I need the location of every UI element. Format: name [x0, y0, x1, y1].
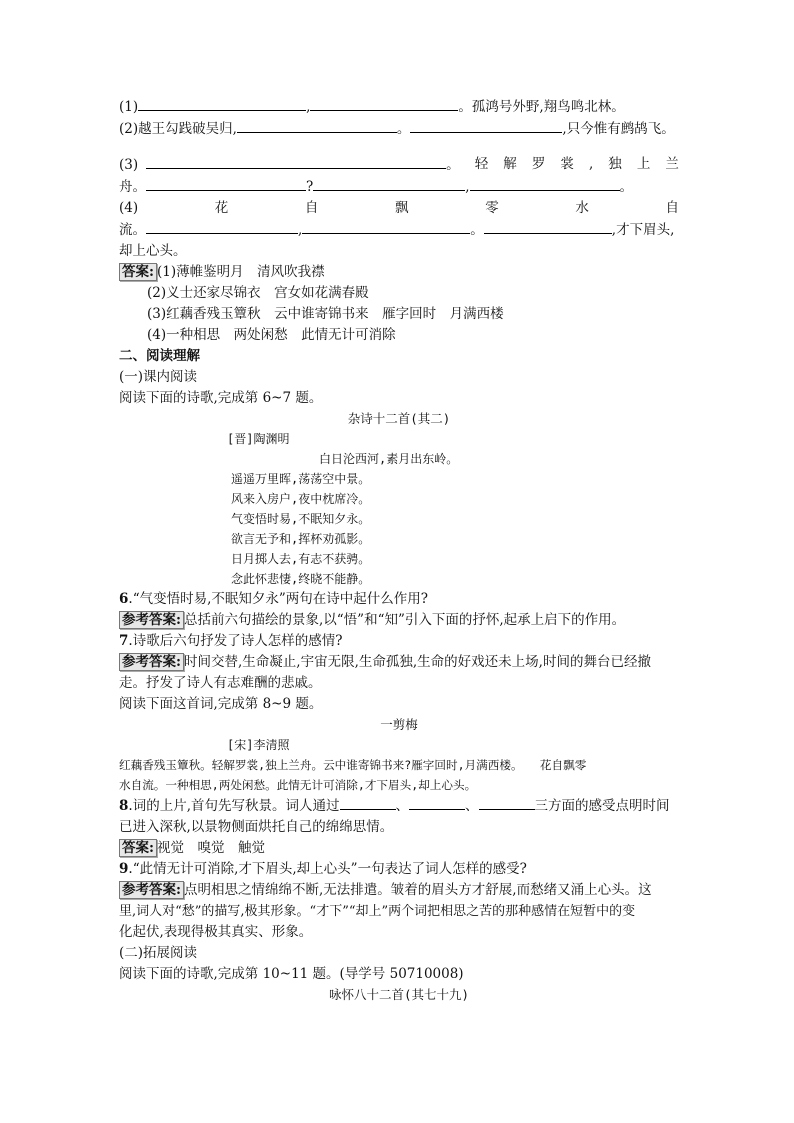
question-7: 7.诗歌后六句抒发了诗人怎样的感情? — [119, 633, 343, 649]
blank — [410, 118, 562, 133]
answer-1: (1)薄帷鉴明月 清风吹我襟 — [156, 264, 325, 280]
question-9: 9.“此情无计可消除,才下眉头,却上心头”一句表达了词人怎样的感受? — [119, 861, 527, 877]
blank — [138, 96, 306, 111]
answer-9: 参考答案: 点明相思之情绵绵不断,无法排遣。皱着的眉头方才舒展,而愁绪又涌上心头。这 — [119, 880, 679, 901]
poem-title: 一剪梅 — [380, 717, 418, 732]
answer-block — [119, 262, 679, 283]
fill-q3-line2: 舟。 ? , 。 — [119, 176, 679, 198]
subsection-title: (一)课内阅读 — [119, 369, 198, 385]
poem-line: 水自流。一种相思,两处闲愁。此情无计可消除,才下眉头,却上心头。 — [119, 778, 477, 792]
blank — [484, 219, 612, 234]
poem-line: 念此怀悲悽,终晓不能静。 — [231, 572, 371, 586]
q1-prefix: (1) — [119, 99, 139, 115]
poem-author: [宋]李清照 — [227, 738, 290, 752]
poem-line: 遥遥万里晖,荡荡空中景。 — [231, 472, 371, 486]
poem-line: 气变悟时易,不眠知夕永。 — [231, 512, 371, 526]
answer-4: (4)一种相思 两处闲愁 此情无计可消除 — [147, 327, 396, 343]
reading-intro: 阅读下面的诗歌,完成第 6~7 题。 — [119, 390, 323, 406]
answer-tag: 答案: — [119, 839, 157, 857]
answer-2: (2)义士还家尽锦衣 宫女如花满春殿 — [147, 285, 369, 301]
answer-7-cont: 走。抒发了诗人有志难酬的悲戚。 — [119, 675, 322, 691]
poem-title: 杂诗十二首(其二) — [347, 411, 451, 426]
poem-line: 日月掷人去,有志不获骋。 — [231, 552, 371, 566]
answer-6: 参考答案: 总括前六句描绘的景象,以“悟”和“知”引入下面的抒怀,起承上启下的作用。 — [119, 610, 679, 631]
answer-tag: 答案: — [119, 263, 157, 281]
reference-answer-tag: 参考答案: — [119, 611, 184, 629]
poem-line: 欲言无予和,挥杯劝孤影。 — [231, 532, 371, 546]
q1-tail: 。孤鸿号外野,翔鸟鸣北林。 — [458, 99, 625, 115]
blank — [146, 154, 446, 169]
blank — [146, 219, 298, 234]
fill-q1: (1) , 。孤鸿号外野,翔鸟鸣北林。 — [119, 96, 679, 118]
question-8-cont: 已进入深秋,以景物侧面烘托自己的绵绵思情。 — [119, 819, 394, 835]
blank — [479, 795, 535, 810]
blank — [310, 96, 458, 111]
subsection-title: (二)拓展阅读 — [119, 945, 198, 961]
poem-line: 红藕香残玉簟秋。轻解罗裳,独上兰舟。云中谁寄锦书来?雁字回时,月满西楼。 花自飘零 — [119, 758, 587, 772]
fill-q4-line3: 却上心头。 — [119, 243, 187, 259]
blank — [409, 795, 465, 810]
section-title: 二、阅读理解 — [119, 348, 200, 364]
poem-line: 白日沦西河,素月出东岭。 — [319, 452, 459, 466]
reading-intro: 阅读下面的诗歌,完成第 10~11 题。(导学号 50710008) — [119, 966, 464, 982]
fill-q4-line1: (4) 花 自 飘 零 水 自 — [119, 200, 679, 216]
answer-3: (3)红藕香残玉簟秋 云中谁寄锦书来 雁字回时 月满西楼 — [147, 306, 504, 322]
poem-author: [晋]陶渊明 — [227, 432, 290, 446]
q2-prefix: (2)越王勾践破吴归, — [119, 121, 237, 137]
blank — [313, 176, 465, 191]
poem-title: 咏怀八十二首(其七十九) — [328, 987, 470, 1002]
answer-9-cont: 化起伏,表现得极其真实、形象。 — [119, 924, 313, 940]
blank — [237, 118, 397, 133]
q3-prefix: (3) — [119, 157, 139, 173]
answer-9-cont: 里,词人对“愁”的描写,极其形象。“才下”“却上”两个词把相思之苦的那种感情在短暂中的变 — [119, 904, 636, 919]
blank — [340, 795, 396, 810]
poem-line: 风来入房户,夜中枕席冷。 — [231, 492, 371, 506]
fill-q4-line2: 流。 , 。 ,才下眉头, — [119, 219, 679, 241]
q2-tail: ,只今惟有鹧鸪飞。 — [562, 121, 675, 137]
reference-answer-tag: 参考答案: — [119, 881, 184, 899]
fill-q3-line1: (3) 。 轻 解 罗 裳 , 独 上 兰 — [119, 156, 679, 173]
blank — [302, 219, 470, 234]
reading-intro: 阅读下面这首词,完成第 8~9 题。 — [119, 696, 323, 712]
blank — [470, 176, 620, 191]
blank — [146, 176, 306, 191]
answer-7: 参考答案: 时间交替,生命凝止,宇宙无限,生命孤独,生命的好戏还未上场,时间的舞台已经撤 — [119, 652, 679, 673]
fill-q2: (2)越王勾践破吴归, 。 ,只今惟有鹧鸪飞。 — [119, 118, 679, 140]
question-8: 8.词的上片,首句先写秋景。词人通过 、 、 三方面的感受点明时间 — [119, 795, 679, 817]
question-6: 6.“气变悟时易,不眠知夕永”两句在诗中起什么作用? — [119, 591, 429, 607]
document-page — [119, 96, 679, 1005]
reference-answer-tag: 参考答案: — [119, 653, 184, 671]
answer-8: 答案: 视觉 嗅觉 触觉 — [119, 838, 679, 859]
